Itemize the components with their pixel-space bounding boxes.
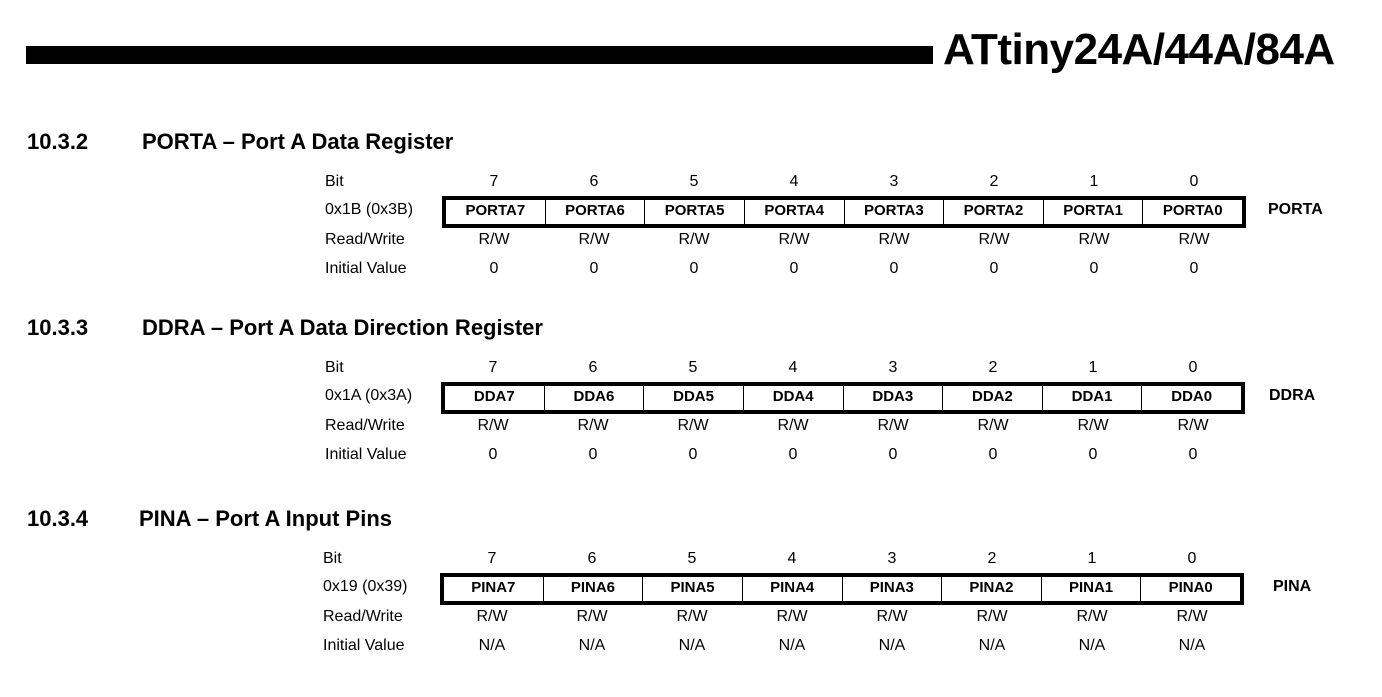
bit-number: 1 xyxy=(1088,359,1098,376)
document-title: ATtiny24A/44A/84A xyxy=(943,25,1335,74)
bit-number: 6 xyxy=(589,173,599,190)
bit-field: PINA5 xyxy=(643,577,743,601)
bit-number: 4 xyxy=(788,359,798,376)
bit-number: 0 xyxy=(1187,550,1197,567)
bit-number: 1 xyxy=(1089,173,1099,190)
initial-value: 0 xyxy=(789,260,799,277)
bit-number: 1 xyxy=(1087,550,1097,567)
bit-number: 5 xyxy=(689,173,699,190)
access-type: R/W xyxy=(477,417,509,434)
access-type: R/W xyxy=(676,608,708,625)
access-type: R/W xyxy=(1076,608,1108,625)
register-name: DDRA xyxy=(1269,387,1316,404)
initial-value: 0 xyxy=(488,446,498,463)
read-write-row-label: Read/Write xyxy=(325,417,405,434)
access-type: R/W xyxy=(478,231,510,248)
section-title: DDRA – Port A Data Direction Register xyxy=(142,315,543,340)
register-name: PINA xyxy=(1273,578,1312,595)
initial-value: 0 xyxy=(788,446,798,463)
bit-number: 3 xyxy=(889,173,899,190)
bit-field: DDA6 xyxy=(545,386,645,410)
access-type: R/W xyxy=(976,608,1008,625)
section-ddra xyxy=(0,314,1382,474)
register-address: 0x1A (0x3A) xyxy=(325,387,413,404)
access-type: R/W xyxy=(977,417,1009,434)
bit-field: PINA7 xyxy=(444,577,544,601)
bit-number: 5 xyxy=(688,359,698,376)
bit-field: PORTA1 xyxy=(1044,200,1144,224)
bit-field: PINA2 xyxy=(942,577,1042,601)
section-title: PINA – Port A Input Pins xyxy=(139,506,393,531)
initial-value-row-label: Initial Value xyxy=(325,260,407,277)
initial-value: 0 xyxy=(988,446,998,463)
initial-value: 0 xyxy=(689,260,699,277)
register-bit-fields xyxy=(440,573,1244,605)
bit-field: PORTA3 xyxy=(845,200,945,224)
bit-number: 2 xyxy=(987,550,997,567)
header-rule xyxy=(26,46,933,64)
bit-number: 4 xyxy=(789,173,799,190)
access-type: R/W xyxy=(476,608,508,625)
bit-field: DDA0 xyxy=(1171,388,1213,405)
section-number: 10.3.3 xyxy=(27,315,89,340)
initial-value: 0 xyxy=(589,260,599,277)
bit-number: 0 xyxy=(1189,173,1199,190)
initial-value: 0 xyxy=(489,260,499,277)
bit-field: DDA1 xyxy=(1043,386,1143,410)
access-type: R/W xyxy=(778,231,810,248)
initial-value-row-label: Initial Value xyxy=(323,637,405,654)
bit-field: PORTA7 xyxy=(446,200,546,224)
register-address: 0x19 (0x39) xyxy=(323,578,408,595)
access-type: R/W xyxy=(576,608,608,625)
access-type: R/W xyxy=(678,231,710,248)
register-bit-fields xyxy=(442,196,1246,228)
section-pina xyxy=(0,505,1382,665)
register-bit-fields xyxy=(441,382,1245,414)
bit-number: 4 xyxy=(787,550,797,567)
bit-number: 7 xyxy=(488,359,498,376)
bit-number: 3 xyxy=(887,550,897,567)
bit-field: PINA4 xyxy=(743,577,843,601)
section-number: 10.3.2 xyxy=(27,129,89,154)
initial-value: 0 xyxy=(989,260,999,277)
register-address: 0x1B (0x3B) xyxy=(325,201,414,218)
initial-value: N/A xyxy=(578,637,606,654)
access-type: R/W xyxy=(978,231,1010,248)
bit-field: DDA4 xyxy=(744,386,844,410)
bit-field: PORTA2 xyxy=(944,200,1044,224)
bit-field: PINA3 xyxy=(843,577,943,601)
access-type: R/W xyxy=(877,417,909,434)
bit-number: 3 xyxy=(888,359,898,376)
initial-value: 0 xyxy=(588,446,598,463)
bit-number: 6 xyxy=(588,359,598,376)
initial-value: N/A xyxy=(678,637,706,654)
read-write-row-label: Read/Write xyxy=(323,608,403,625)
bit-number: 0 xyxy=(1188,359,1198,376)
bit-field: DDA5 xyxy=(644,386,744,410)
initial-value: 0 xyxy=(688,446,698,463)
read-write-row-label: Read/Write xyxy=(325,231,405,248)
bit-field: DDA3 xyxy=(844,386,944,410)
register-name: PORTA xyxy=(1268,201,1323,218)
access-type: R/W xyxy=(1077,417,1109,434)
bit-row-label: Bit xyxy=(325,173,344,190)
initial-value: 0 xyxy=(888,446,898,463)
bit-field: PORTA5 xyxy=(645,200,745,224)
access-type: R/W xyxy=(577,417,609,434)
access-type: R/W xyxy=(878,231,910,248)
access-type: R/W xyxy=(578,231,610,248)
bit-field: PINA6 xyxy=(544,577,644,601)
bit-number: 2 xyxy=(988,359,998,376)
bit-field: PORTA0 xyxy=(1162,202,1223,219)
section-porta xyxy=(0,128,1382,288)
initial-value: N/A xyxy=(978,637,1006,654)
access-type: R/W xyxy=(1078,231,1110,248)
initial-value: N/A xyxy=(1078,637,1106,654)
bit-number: 7 xyxy=(489,173,499,190)
bit-field: DDA2 xyxy=(943,386,1043,410)
access-type: R/W xyxy=(776,608,808,625)
access-type: R/W xyxy=(777,417,809,434)
initial-value: 0 xyxy=(1188,446,1198,463)
bit-number: 2 xyxy=(989,173,999,190)
bit-number: 5 xyxy=(687,550,697,567)
initial-value: 0 xyxy=(889,260,899,277)
access-type: R/W xyxy=(1176,608,1208,625)
bit-field: PINA0 xyxy=(1168,579,1213,596)
bit-row-label: Bit xyxy=(323,550,342,567)
initial-value: 0 xyxy=(1189,260,1199,277)
bit-number: 7 xyxy=(487,550,497,567)
bit-field: PORTA4 xyxy=(745,200,845,224)
initial-value: 0 xyxy=(1088,446,1098,463)
bit-field: PINA1 xyxy=(1042,577,1142,601)
initial-value: N/A xyxy=(478,637,506,654)
access-type: R/W xyxy=(677,417,709,434)
access-type: R/W xyxy=(1178,231,1210,248)
initial-value: N/A xyxy=(1178,637,1206,654)
section-number: 10.3.4 xyxy=(27,506,89,531)
bit-field: PORTA6 xyxy=(546,200,646,224)
bit-number: 6 xyxy=(587,550,597,567)
access-type: R/W xyxy=(876,608,908,625)
bit-field: DDA7 xyxy=(445,386,545,410)
bit-row-label: Bit xyxy=(325,359,344,376)
section-title: PORTA – Port A Data Register xyxy=(142,129,454,154)
access-type: R/W xyxy=(1177,417,1209,434)
initial-value: N/A xyxy=(878,637,906,654)
initial-value: 0 xyxy=(1089,260,1099,277)
initial-value: N/A xyxy=(778,637,806,654)
initial-value-row-label: Initial Value xyxy=(325,446,407,463)
